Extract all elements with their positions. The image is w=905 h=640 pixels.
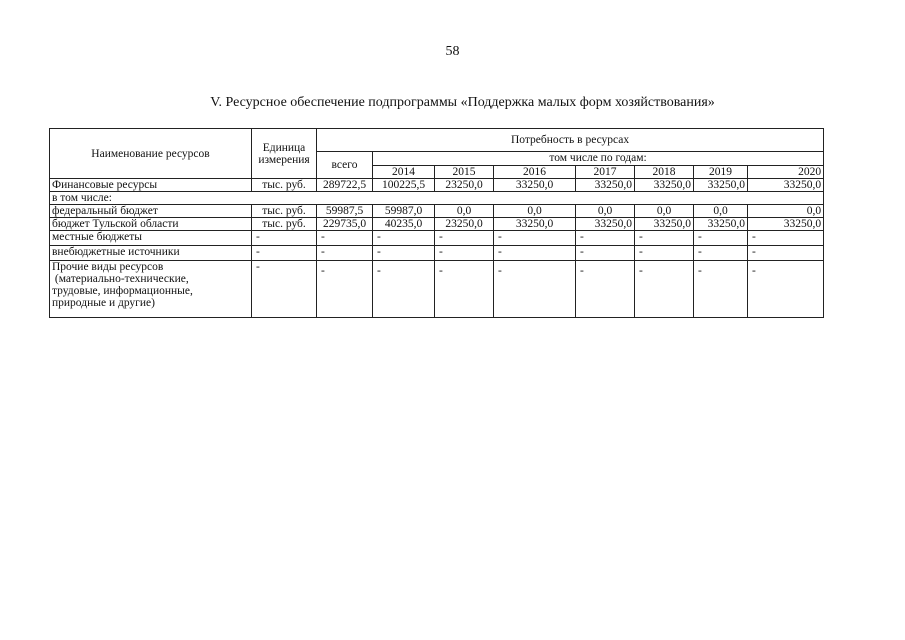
row-value-text: -: [752, 265, 756, 277]
header-need-cell: [317, 129, 824, 152]
row-value: 0,0: [748, 205, 824, 218]
table-row: [50, 192, 824, 205]
row-value: 289722,5: [317, 179, 373, 192]
table-row: [50, 231, 824, 246]
header-unit-line1: Единица: [262, 141, 306, 154]
table-row: [50, 261, 824, 318]
row-value: -: [373, 246, 435, 261]
row-value: -: [748, 246, 824, 261]
row-name: федеральный бюджет: [50, 205, 252, 218]
row-value: 33250,0: [576, 179, 635, 192]
row-value: 0,0: [494, 205, 576, 218]
row-unit: тыс. руб.: [252, 205, 317, 218]
header-year: 2014: [373, 166, 435, 179]
row-value: 23250,0: [435, 179, 494, 192]
row-value: [317, 261, 373, 318]
section-title: V. Ресурсное обеспечение подпрограммы «Поддержка малых форм хозяйствования»: [210, 95, 715, 110]
row-value-text: -: [439, 265, 443, 277]
header-year: 2016: [494, 166, 576, 179]
row-value: 33250,0: [494, 218, 576, 231]
row-name-multiline: [50, 261, 252, 318]
row-value: 33250,0: [748, 218, 824, 231]
row-value-text: -: [580, 265, 584, 277]
row-value: 0,0: [635, 205, 694, 218]
row-value: 33250,0: [635, 179, 694, 192]
row-value: -: [435, 246, 494, 261]
header-year: 2015: [435, 166, 494, 179]
row-value: 0,0: [694, 205, 748, 218]
row-value: -: [494, 246, 576, 261]
table-row: [50, 218, 824, 231]
row-unit: -: [252, 246, 317, 261]
row-value: 33250,0: [694, 179, 748, 192]
row-name: бюджет Тульской области: [50, 218, 252, 231]
row-value: 59987,0: [373, 205, 435, 218]
row-value: 33250,0: [748, 179, 824, 192]
header-year: 2020: [748, 166, 824, 179]
row-value: 40235,0: [373, 218, 435, 231]
row-value: 33250,0: [694, 218, 748, 231]
row-value: -: [373, 231, 435, 246]
header-year: 2019: [694, 166, 748, 179]
row-value-text: -: [321, 265, 325, 277]
row-value-text: -: [639, 265, 643, 277]
row-name-line: (материально-технические,: [52, 273, 189, 285]
row-name: местные бюджеты: [50, 231, 252, 246]
row-value: -: [694, 231, 748, 246]
resource-table: [49, 128, 824, 318]
row-value: 33250,0: [576, 218, 635, 231]
row-value: 23250,0: [435, 218, 494, 231]
row-value: [576, 261, 635, 318]
row-value: -: [317, 231, 373, 246]
header-total: всего: [331, 159, 358, 171]
row-value: [435, 261, 494, 318]
row-value: 100225,5: [373, 179, 435, 192]
header-name-cell: [50, 129, 252, 179]
row-value: -: [576, 231, 635, 246]
table-row: [50, 205, 824, 218]
row-value-text: -: [698, 265, 702, 277]
row-name: внебюджетные источники: [50, 246, 252, 261]
page-number: 58: [445, 44, 460, 59]
row-subheading: в том числе:: [50, 192, 824, 205]
row-value: [494, 261, 576, 318]
header-name: Наименование ресурсов: [91, 147, 210, 160]
header-by-years-cell: [373, 152, 824, 166]
row-unit: -: [252, 231, 317, 246]
row-value: -: [694, 246, 748, 261]
header-year: 2018: [635, 166, 694, 179]
row-value: [694, 261, 748, 318]
row-value: -: [435, 231, 494, 246]
row-unit: -: [252, 261, 317, 318]
row-value: -: [635, 231, 694, 246]
row-value: [635, 261, 694, 318]
row-value: 229735,0: [317, 218, 373, 231]
table-row: [50, 179, 824, 192]
row-unit: тыс. руб.: [252, 218, 317, 231]
row-unit: тыс. руб.: [252, 179, 317, 192]
header-unit-cell: [252, 129, 317, 179]
row-name-line: Прочие виды ресурсов: [52, 261, 164, 273]
header-total-cell: [317, 152, 373, 179]
row-value: [373, 261, 435, 318]
table-row: [50, 246, 824, 261]
row-value: -: [635, 246, 694, 261]
row-value: 59987,5: [317, 205, 373, 218]
row-value: 0,0: [576, 205, 635, 218]
header-unit-line2: измерения: [258, 153, 310, 166]
row-value-text: -: [377, 265, 381, 277]
header-year: 2017: [576, 166, 635, 179]
row-value: -: [317, 246, 373, 261]
row-name: Финансовые ресурсы: [50, 179, 252, 192]
row-value: 33250,0: [494, 179, 576, 192]
row-value-text: -: [498, 265, 502, 277]
header-by-years: том числе по годам:: [549, 152, 647, 164]
row-name-line: трудовые, информационные,: [52, 285, 193, 297]
header-need: Потребность в ресурсах: [510, 134, 630, 146]
row-value: 33250,0: [635, 218, 694, 231]
row-value: [748, 261, 824, 318]
row-value: -: [494, 231, 576, 246]
row-value: -: [576, 246, 635, 261]
row-name-line: природные и другие): [52, 297, 155, 309]
row-value: 0,0: [435, 205, 494, 218]
row-value: -: [748, 231, 824, 246]
